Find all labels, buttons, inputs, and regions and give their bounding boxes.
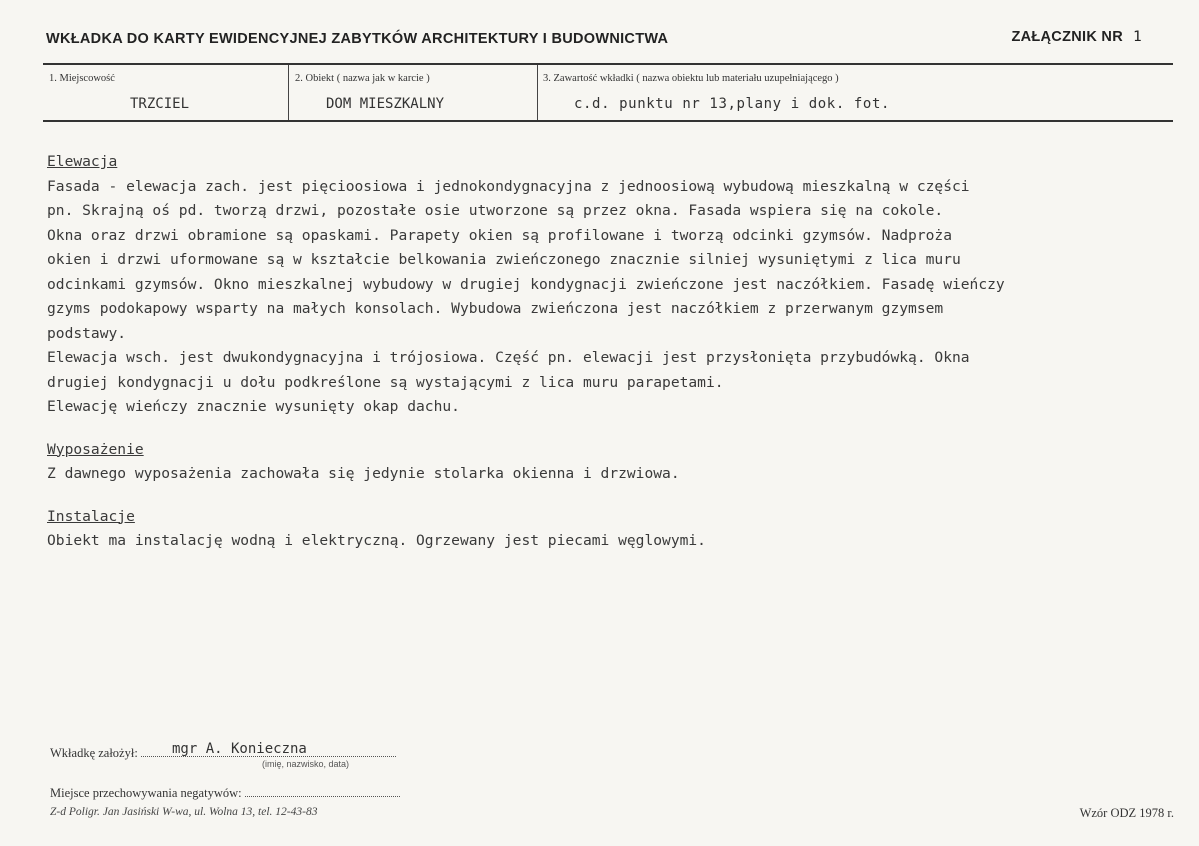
negatives-dotted-line [245, 795, 400, 797]
elevation-line: Okna oraz drzwi obramione są opaskami. Parapety okien są profilowane i tworzą odcinki gzymsów. Nadproża [47, 226, 952, 244]
printer-imprint: Z-d Poligr. Jan Jasiński W-wa, ul. Wolna 13, tel. 12-43-83 [50, 806, 318, 818]
section-heading-equipment: Wyposażenie [47, 440, 144, 458]
founder-value: mgr A. Konieczna [172, 741, 307, 757]
column-divider [537, 65, 538, 120]
negatives-label: Miejsce przechowywania negatywów: [50, 786, 242, 800]
installations-line: Obiekt ma instalację wodną i elektryczną. Ogrzewany jest piecami węglowymi. [47, 532, 706, 549]
annex-label [1011, 29, 1142, 45]
description-body [47, 150, 1167, 554]
section-heading-installations: Instalacje [47, 507, 135, 525]
elevation-line: Elewacja wsch. jest dwukondygnacyjna i trójosiowa. Część pn. elewacji jest przysłonięta przybudówką. Okna [47, 349, 970, 366]
object-value: DOM MIESZKALNY [326, 96, 445, 112]
equipment-line: Z dawnego wyposażenia zachowała się jedynie stolarka okienna i drzwiowa. [47, 465, 680, 482]
header-top-rule [43, 63, 1173, 65]
elevation-line: okien i drzwi uformowane są w kształcie belkowania zwieńczonego znacznie silniej wysuniętymi z lica muru [47, 251, 961, 268]
elevation-line: pn. Skrajną oś pd. tworzą drzwi, pozostałe osie utworzone są przez okna. Fasada wspiera się na cokole. [47, 202, 944, 219]
content-value: c.d. punktu nr 13,plany i dok. fot. [574, 96, 891, 112]
founder-hint: (imię, nazwisko, data) [262, 759, 350, 769]
locality-label: 1. Miejscowość [49, 73, 115, 84]
form-title: WKŁADKA DO KARTY EWIDENCYJNEJ ZABYTKÓW ARCHITEKTURY I BUDOWNICTWA [46, 31, 669, 47]
section-gap [47, 420, 1167, 438]
locality-value: TRZCIEL [130, 96, 190, 112]
form-model: Wzór ODZ 1978 r. [1079, 806, 1174, 820]
content-label: 3. Zawartość wkładki ( nazwa obiektu lub materiału uzupełniającego ) [543, 73, 839, 84]
column-divider [288, 65, 289, 120]
header-bottom-rule [43, 120, 1173, 122]
elevation-line: drugiej kondygnacji u dołu podkreślone są wystającymi z lica muru parapetami. [47, 373, 724, 391]
elevation-line: podstawy. [47, 324, 127, 342]
elevation-line: Elewację wieńczy znacznie wysunięty okap dachu. [47, 398, 460, 415]
annex-number: 1 [1132, 29, 1142, 45]
founder-label: Wkładkę założył: [50, 746, 138, 760]
annex-label-text: ZAŁĄCZNIK NR [1011, 29, 1123, 45]
elevation-line: odcinkami gzymsów. Okno mieszkalnej wybudowy w drugiej kondygnacji zwieńczone jest naczółkiem. Fasadę wieńczy [47, 275, 1005, 293]
section-heading-elevation: Elewacja [47, 153, 118, 170]
section-gap [47, 487, 1167, 505]
elevation-line: gzyms podokapowy wsparty na małych konsolach. Wybudowa zwieńczona jest naczółkiem z przerwanym gzymsem [47, 300, 944, 317]
elevation-line: Fasada - elewacja zach. jest pięcioosiowa i jednokondygnacyjna z jednoosiową wybudową mieszkalną w części [47, 177, 970, 195]
object-label: 2. Obiekt ( nazwa jak w karcie ) [295, 73, 430, 84]
negatives-row [50, 786, 400, 801]
